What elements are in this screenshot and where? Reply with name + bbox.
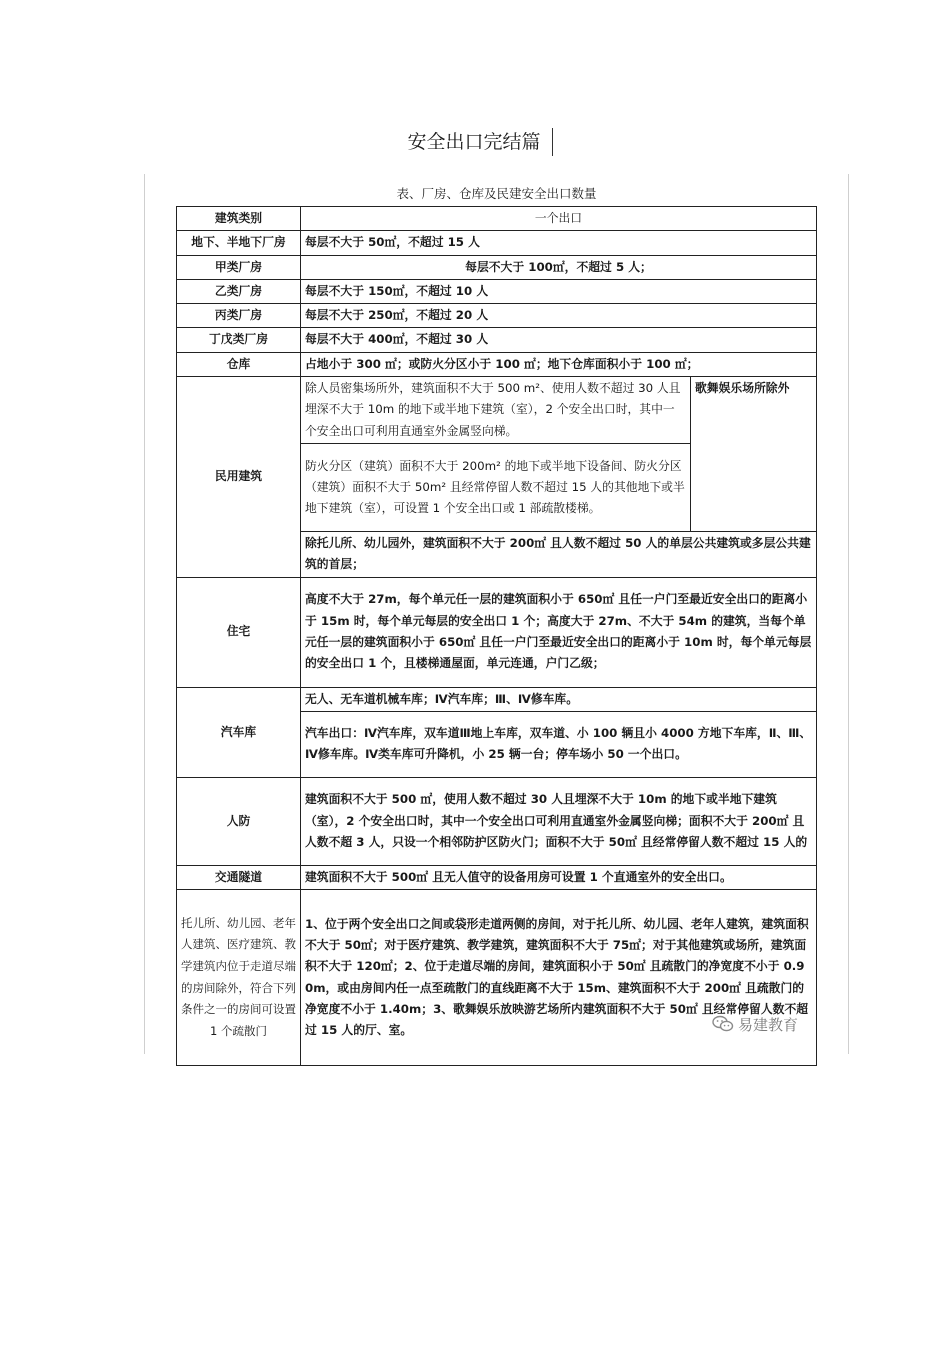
row-label-end-room: 托儿所、幼儿园、老年人建筑、医疗建筑、教学建筑内位于走道尽端的房间除外，符合下列条件之一的房间可设置 1 个疏散门	[177, 890, 301, 1066]
document-title: 安全出口完结篇	[407, 131, 541, 153]
row-label-class-a: 甲类厂房	[177, 255, 301, 279]
table-row	[177, 304, 817, 328]
row-text-civil-a: 除人员密集场所外，建筑面积不大于 500 m²、使用人数不超过 30 人且埋深不大于 10m 的地下或半地下建筑（室），2 个安全出口时，其中一个安全出口可利用直通室外金属竖向梯。	[301, 377, 691, 444]
row-text-class-a: 每层不大于 100㎡，不超过 5 人；	[301, 255, 817, 279]
watermark-text: 易建教育	[738, 1015, 799, 1034]
row-label-class-de: 丁戊类厂房	[177, 328, 301, 352]
table-row	[177, 687, 817, 711]
row-label-residential: 住宅	[177, 577, 301, 687]
row-text-civil-exception: 歌舞娱乐场所除外	[691, 377, 817, 532]
text-cursor-bar	[552, 128, 553, 156]
table-image-area	[144, 174, 849, 1054]
table-row	[177, 577, 817, 687]
row-label-underground-plant: 地下、半地下厂房	[177, 231, 301, 255]
header-one-exit: 一个出口	[301, 207, 817, 231]
row-text-civil-c: 除托儿所、幼儿园外，建筑面积不大于 200㎡ 且人数不超过 50 人的单层公共建筑或多层公共建筑的首层；	[301, 531, 817, 577]
row-label-civil: 民用建筑	[177, 377, 301, 577]
row-text-tunnel: 建筑面积不大于 500㎡ 且无人值守的设备用房可设置 1 个直通室外的安全出口。	[301, 865, 817, 889]
row-text-class-b: 每层不大于 150㎡，不超过 10 人	[301, 279, 817, 303]
row-text-residential: 高度不大于 27m，每个单元任一层的建筑面积小于 650㎡ 且任一户门至最近安全出口的距离小于 15m 时，每个单元每层的安全出口 1 个；高度大于 27m、不大于 54m 的建筑，当每个单元任一层的建筑面积小于 650㎡ 且任一户门至最近安全出口的距离小于 10m 时，每个单元每层的安全出口 1 个，且楼梯通屋面，单元连通，户门乙级；	[301, 577, 817, 687]
wechat-icon	[712, 1015, 734, 1033]
table-caption: 表、厂房、仓库及民建安全出口数量	[396, 186, 597, 201]
row-text-class-de: 每层不大于 400㎡，不超过 30 人	[301, 328, 817, 352]
table-row	[177, 865, 817, 889]
table-row	[177, 352, 817, 376]
table-header-row	[177, 207, 817, 231]
table-row	[177, 377, 817, 444]
row-label-class-c: 丙类厂房	[177, 304, 301, 328]
table-row	[177, 231, 817, 255]
row-label-civil-defense: 人防	[177, 777, 301, 865]
row-label-tunnel: 交通隧道	[177, 865, 301, 889]
exit-table	[176, 206, 817, 1066]
table-row	[177, 279, 817, 303]
row-label-warehouse: 仓库	[177, 352, 301, 376]
table-row	[177, 328, 817, 352]
row-label-garage: 汽车库	[177, 687, 301, 777]
row-label-class-b: 乙类厂房	[177, 279, 301, 303]
row-text-end-room: 1、位于两个安全出口之间或袋形走道两侧的房间，对于托儿所、幼儿园、老年人建筑，建筑面积不大于 50㎡；对于医疗建筑、教学建筑，建筑面积不大于 75㎡；对于其他建筑或场所，建筑面积不大于 120㎡；2、位于走道尽端的房间，建筑面积小于 50㎡ 且疏散门的净宽度不小于 0.90m，或由房间内任一点至疏散门的直线距离不大于 15m、建筑面积不大于 200㎡ 且疏散门的净宽度不小于 1.40m；3、歌舞娱乐放映游艺场所内建筑面积不大于 50㎡ 且经常停留人数不超过 15 人的厅、室。	[301, 890, 817, 1066]
row-text-underground-plant: 每层不大于 50㎡，不超过 15 人	[301, 231, 817, 255]
table-row	[177, 255, 817, 279]
row-text-civil-b: 防火分区（建筑）面积不大于 200m² 的地下或半地下设备间、防火分区（建筑）面积不大于 50m² 且经常停留人数不超过 15 人的其他地下或半地下建筑（室），可设置 1 个安全出口或 1 部疏散楼梯。	[301, 443, 691, 531]
table-row	[177, 890, 817, 1066]
row-text-warehouse: 占地小于 300 ㎡；或防火分区小于 100 ㎡；地下仓库面积小于 100 ㎡；	[301, 352, 817, 376]
row-text-garage-a: 无人、无车道机械车库；Ⅳ汽车库；Ⅲ、Ⅳ修车库。	[301, 687, 817, 711]
row-text-civil-defense: 建筑面积不大于 500 ㎡，使用人数不超过 30 人且埋深不大于 10m 的地下或半地下建筑（室），2 个安全出口时，其中一个安全出口可利用直通室外金属竖向梯；面积不大于 200㎡ 且人数不超 3 人，只设一个相邻防护区防火门；面积不大于 50㎡ 且经常停留人数不超过 15 人的	[301, 777, 817, 865]
row-text-garage-b: 汽车出口：Ⅳ汽车库，双车道Ⅲ地上车库，双车道、小 100 辆且小 4000 方地下车库，Ⅱ、Ⅲ、Ⅳ修车库。Ⅳ类车库可升降机，小 25 辆一台；停车场小 50 一个出口。	[301, 711, 817, 777]
row-text-class-c: 每层不大于 250㎡，不超过 20 人	[301, 304, 817, 328]
table-row	[177, 777, 817, 865]
watermark	[712, 1012, 824, 1036]
header-category: 建筑类别	[177, 207, 301, 231]
